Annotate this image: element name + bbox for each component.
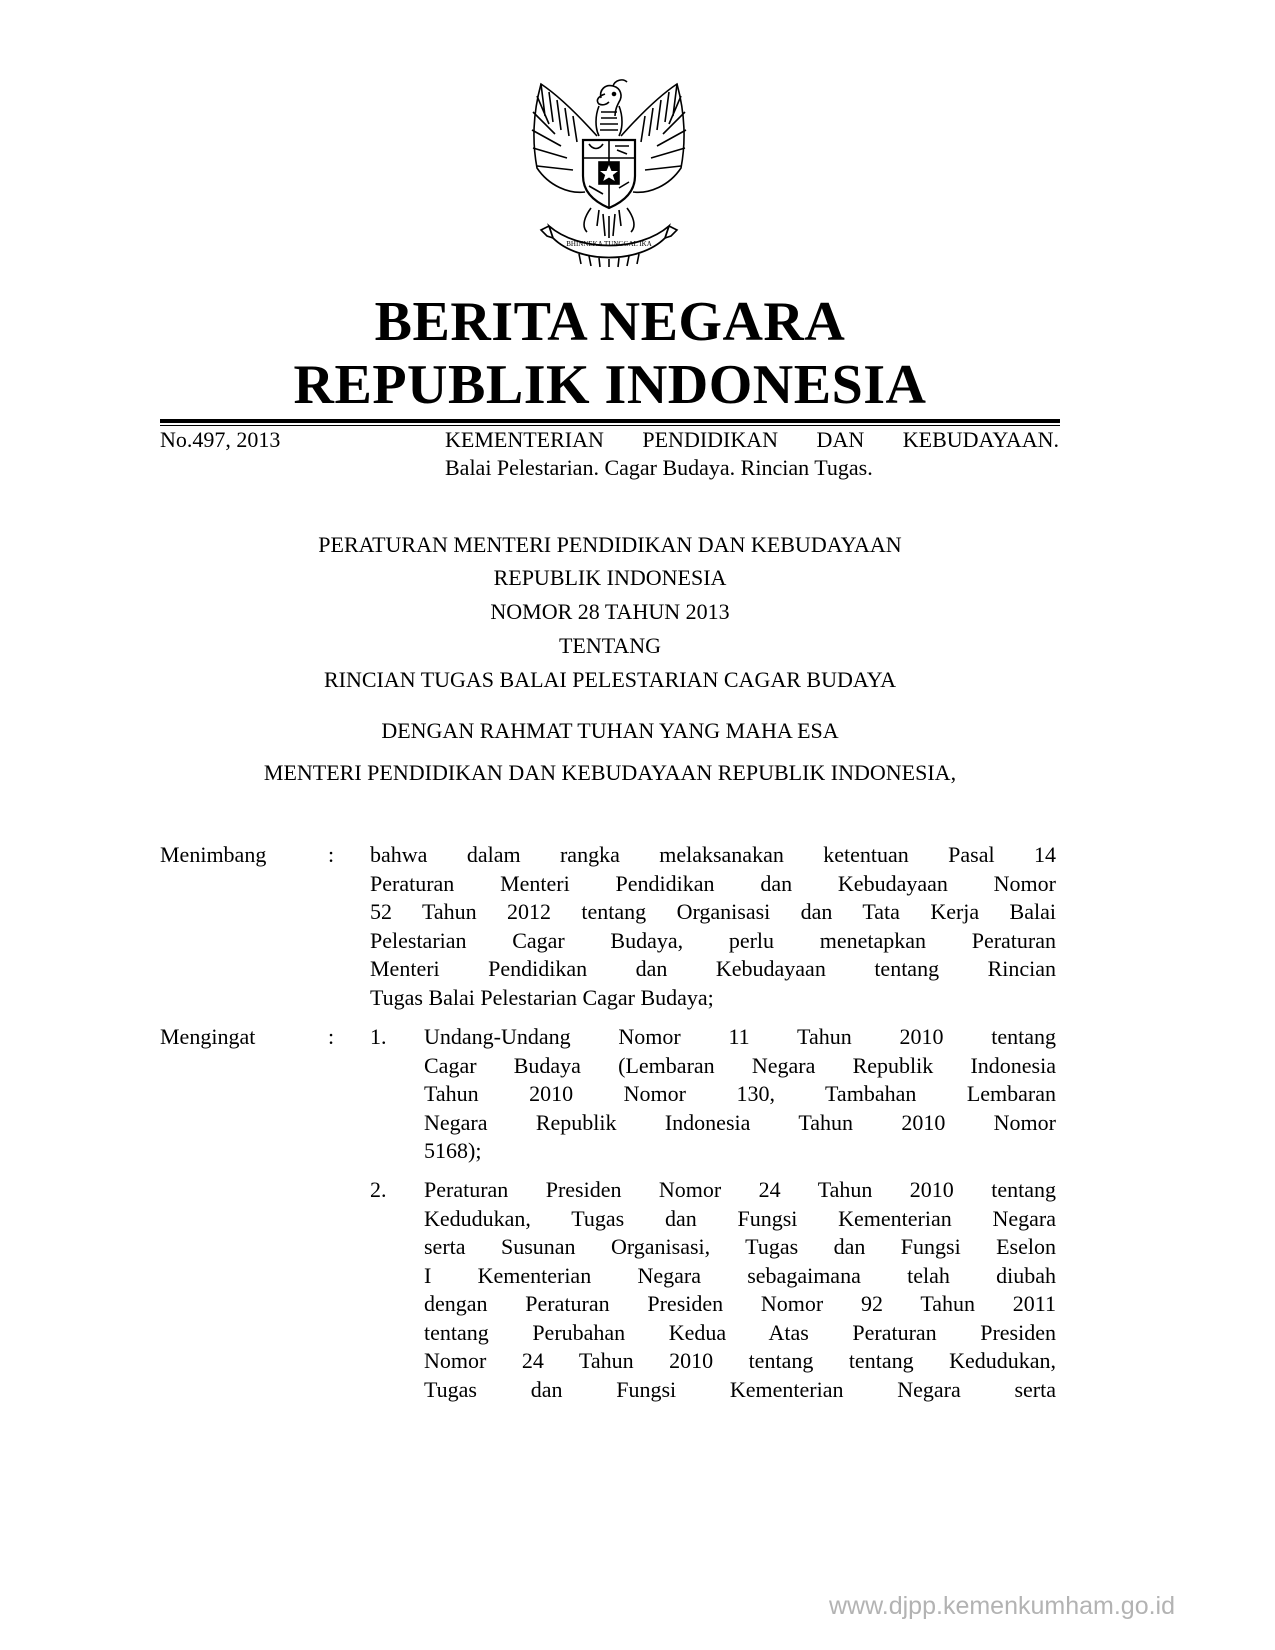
mengingat-line: serta Susunan Organisasi, Tugas dan Fungsi Eselon <box>424 1234 1056 1259</box>
regulation-title-line2: REPUBLIK INDONESIA <box>493 565 727 590</box>
mengingat-item-2 <box>424 1176 1056 1404</box>
regulation-tentang: TENTANG <box>558 633 662 658</box>
preamble-line2: MENTERI PENDIDIKAN DAN KEBUDAYAAN REPUBLIK INDONESIA, <box>263 760 957 785</box>
menimbang-line: 52 Tahun 2012 tentang Organisasi dan Tata Kerja Balai <box>370 899 1056 924</box>
regulation-subject: RINCIAN TUGAS BALAI PELESTARIAN CAGAR BUDAYA <box>323 667 897 692</box>
preamble-line1: DENGAN RAHMAT TUHAN YANG MAHA ESA <box>381 718 839 743</box>
menimbang-label: Menimbang <box>160 842 267 867</box>
mengingat-line: Cagar Budaya (Lembaran Negara Republik Indonesia <box>424 1052 1056 1078</box>
menimbang-line: Menteri Pendidikan dan Kebudayaan tentang Rincian <box>370 956 1056 981</box>
regulation-number: NOMOR 28 TAHUN 2013 <box>490 599 730 624</box>
mengingat-line: Undang-Undang Nomor 11 Tahun 2010 tentang <box>424 1024 1056 1049</box>
mengingat-line: Peraturan Presiden Nomor 24 Tahun 2010 tentang <box>424 1177 1056 1202</box>
mengingat-line: Nomor 24 Tahun 2010 tentang tentang Kedudukan, <box>424 1348 1056 1373</box>
menimbang-colon: : <box>328 842 335 867</box>
mengingat-line: Tahun 2010 Nomor 130, Tambahan Lembaran <box>424 1081 1056 1106</box>
regulation-title-line1: PERATURAN MENTERI PENDIDIKAN DAN KEBUDAYAAN <box>318 532 902 557</box>
emblem-motto: BHINNEKA TUNGGAL IKA <box>566 240 652 248</box>
menimbang-paragraph <box>370 841 1056 1012</box>
mengingat-line: Tugas dan Fungsi Kementerian Negara serta <box>424 1376 1056 1402</box>
masthead-title-line2: REPUBLIK INDONESIA <box>293 354 927 416</box>
masthead-title-line1: BERITA NEGARA <box>374 291 846 353</box>
mengingat-line: I Kementerian Negara sebagaimana telah diubah <box>424 1262 1056 1288</box>
gazette-subject-line2: Balai Pelestarian. Cagar Budaya. Rincian Tugas. <box>445 455 873 480</box>
mengingat-item-number: 2. <box>370 1177 387 1202</box>
mengingat-line: 5168); <box>424 1138 482 1163</box>
header-rule <box>160 419 1060 423</box>
menimbang-line: Peraturan Menteri Pendidikan dan Kebudayaan Nomor <box>370 870 1056 896</box>
mengingat-colon: : <box>328 1024 335 1049</box>
gazette-number: No.497, 2013 <box>160 427 281 452</box>
mengingat-line: dengan Peraturan Presiden Nomor 92 Tahun 2011 <box>424 1291 1056 1316</box>
menimbang-line: bahwa dalam rangka melaksanakan ketentuan Pasal 14 <box>370 842 1056 867</box>
gazette-subject-line1: KEMENTERIAN PENDIDIKAN DAN KEBUDAYAAN. <box>445 427 1059 452</box>
garuda-pancasila-emblem <box>519 76 699 268</box>
mengingat-item-number: 1. <box>370 1024 387 1049</box>
mengingat-line: Kedudukan, Tugas dan Fungsi Kementerian Negara <box>424 1205 1056 1231</box>
mengingat-item-1 <box>424 1023 1056 1166</box>
menimbang-line: Tugas Balai Pelestarian Cagar Budaya; <box>370 984 714 1010</box>
menimbang-line: Pelestarian Cagar Budaya, perlu menetapkan Peraturan <box>370 927 1056 953</box>
mengingat-line: tentang Perubahan Kedua Atas Peraturan Presiden <box>424 1319 1056 1345</box>
website-watermark: www.djpp.kemenkumham.go.id <box>829 1592 1175 1620</box>
mengingat-line: Negara Republik Indonesia Tahun 2010 Nomor <box>424 1109 1056 1135</box>
mengingat-label: Mengingat <box>160 1024 256 1049</box>
